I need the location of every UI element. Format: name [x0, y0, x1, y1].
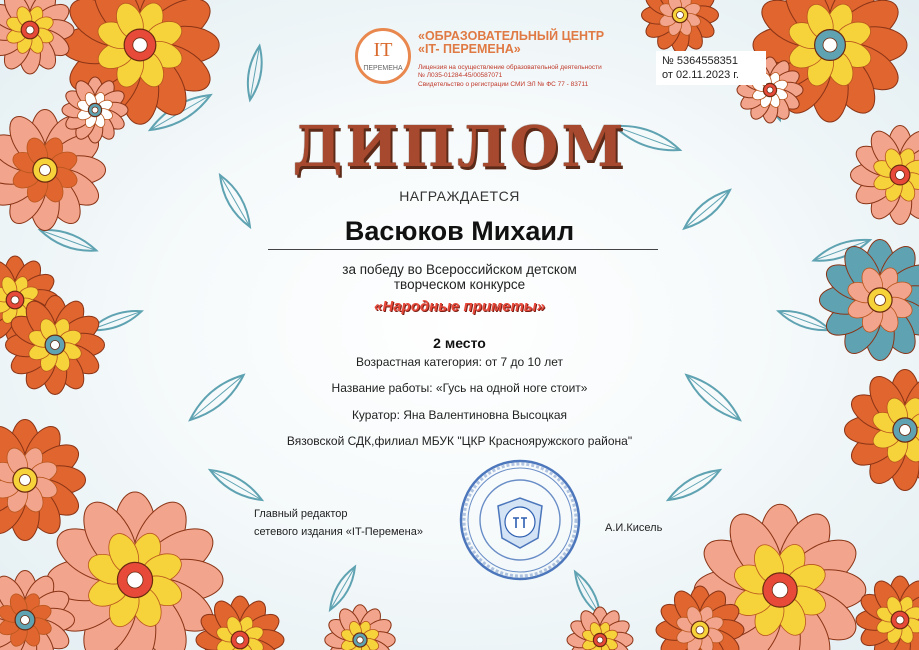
recipient-underline [268, 249, 658, 250]
certificate-date: от 02.11.2023 г. [662, 69, 739, 81]
awarded-label: НАГРАЖДАЕТСЯ [399, 188, 520, 204]
flower [196, 596, 284, 650]
diploma-title: ДИПЛОМ [292, 114, 627, 180]
institution: Вязовской СДК,филиал МБУК "ЦКР Краснояружского района" [286, 434, 633, 448]
recipient-name: Васюков Михаил [344, 216, 575, 246]
license-text: Лицензия на осуществление образовательной деятельности № Л035-01284-45/00587071 Свидетельство о регистрации СМИ ЭЛ № ФС 77 - 83711 [418, 64, 602, 88]
flower [0, 0, 74, 74]
contest-name: «Народные приметы» [374, 298, 545, 315]
place-label: 2 место [433, 335, 486, 351]
leaf [325, 564, 360, 613]
leaf [244, 45, 265, 101]
official-stamp [458, 458, 582, 582]
signer-name: А.И.Кисель [605, 522, 663, 534]
editor-title: Главный редактор сетевого издания «IT-Перемена» [254, 508, 423, 538]
curator: Куратор: Яна Валентиновна Высоцкая [351, 408, 568, 422]
award-reason: за победу во Всероссийском детском творческом конкурсе [342, 262, 577, 292]
flower [567, 607, 633, 650]
logo-text: IT [373, 39, 393, 61]
leaf [207, 464, 266, 505]
leaf [665, 464, 724, 505]
org-logo-block [355, 28, 615, 94]
it-logo [355, 28, 411, 84]
flower [47, 492, 223, 650]
org-name: «ОБРАЗОВАТЕЛЬНЫЙ ЦЕНТР «IT- ПЕРЕМЕНА» [418, 29, 605, 56]
flower [325, 605, 395, 650]
flower [642, 0, 719, 54]
logo-subtext: ПЕРЕМЕНА [363, 65, 403, 72]
certificate-number: № 5364558351 [662, 55, 739, 67]
certificate-number-box [656, 51, 766, 85]
age-category: Возрастная категория: от 7 до 10 лет [355, 355, 564, 369]
work-title: Название работы: «Гусь на одной ноге стоит» [331, 381, 588, 395]
